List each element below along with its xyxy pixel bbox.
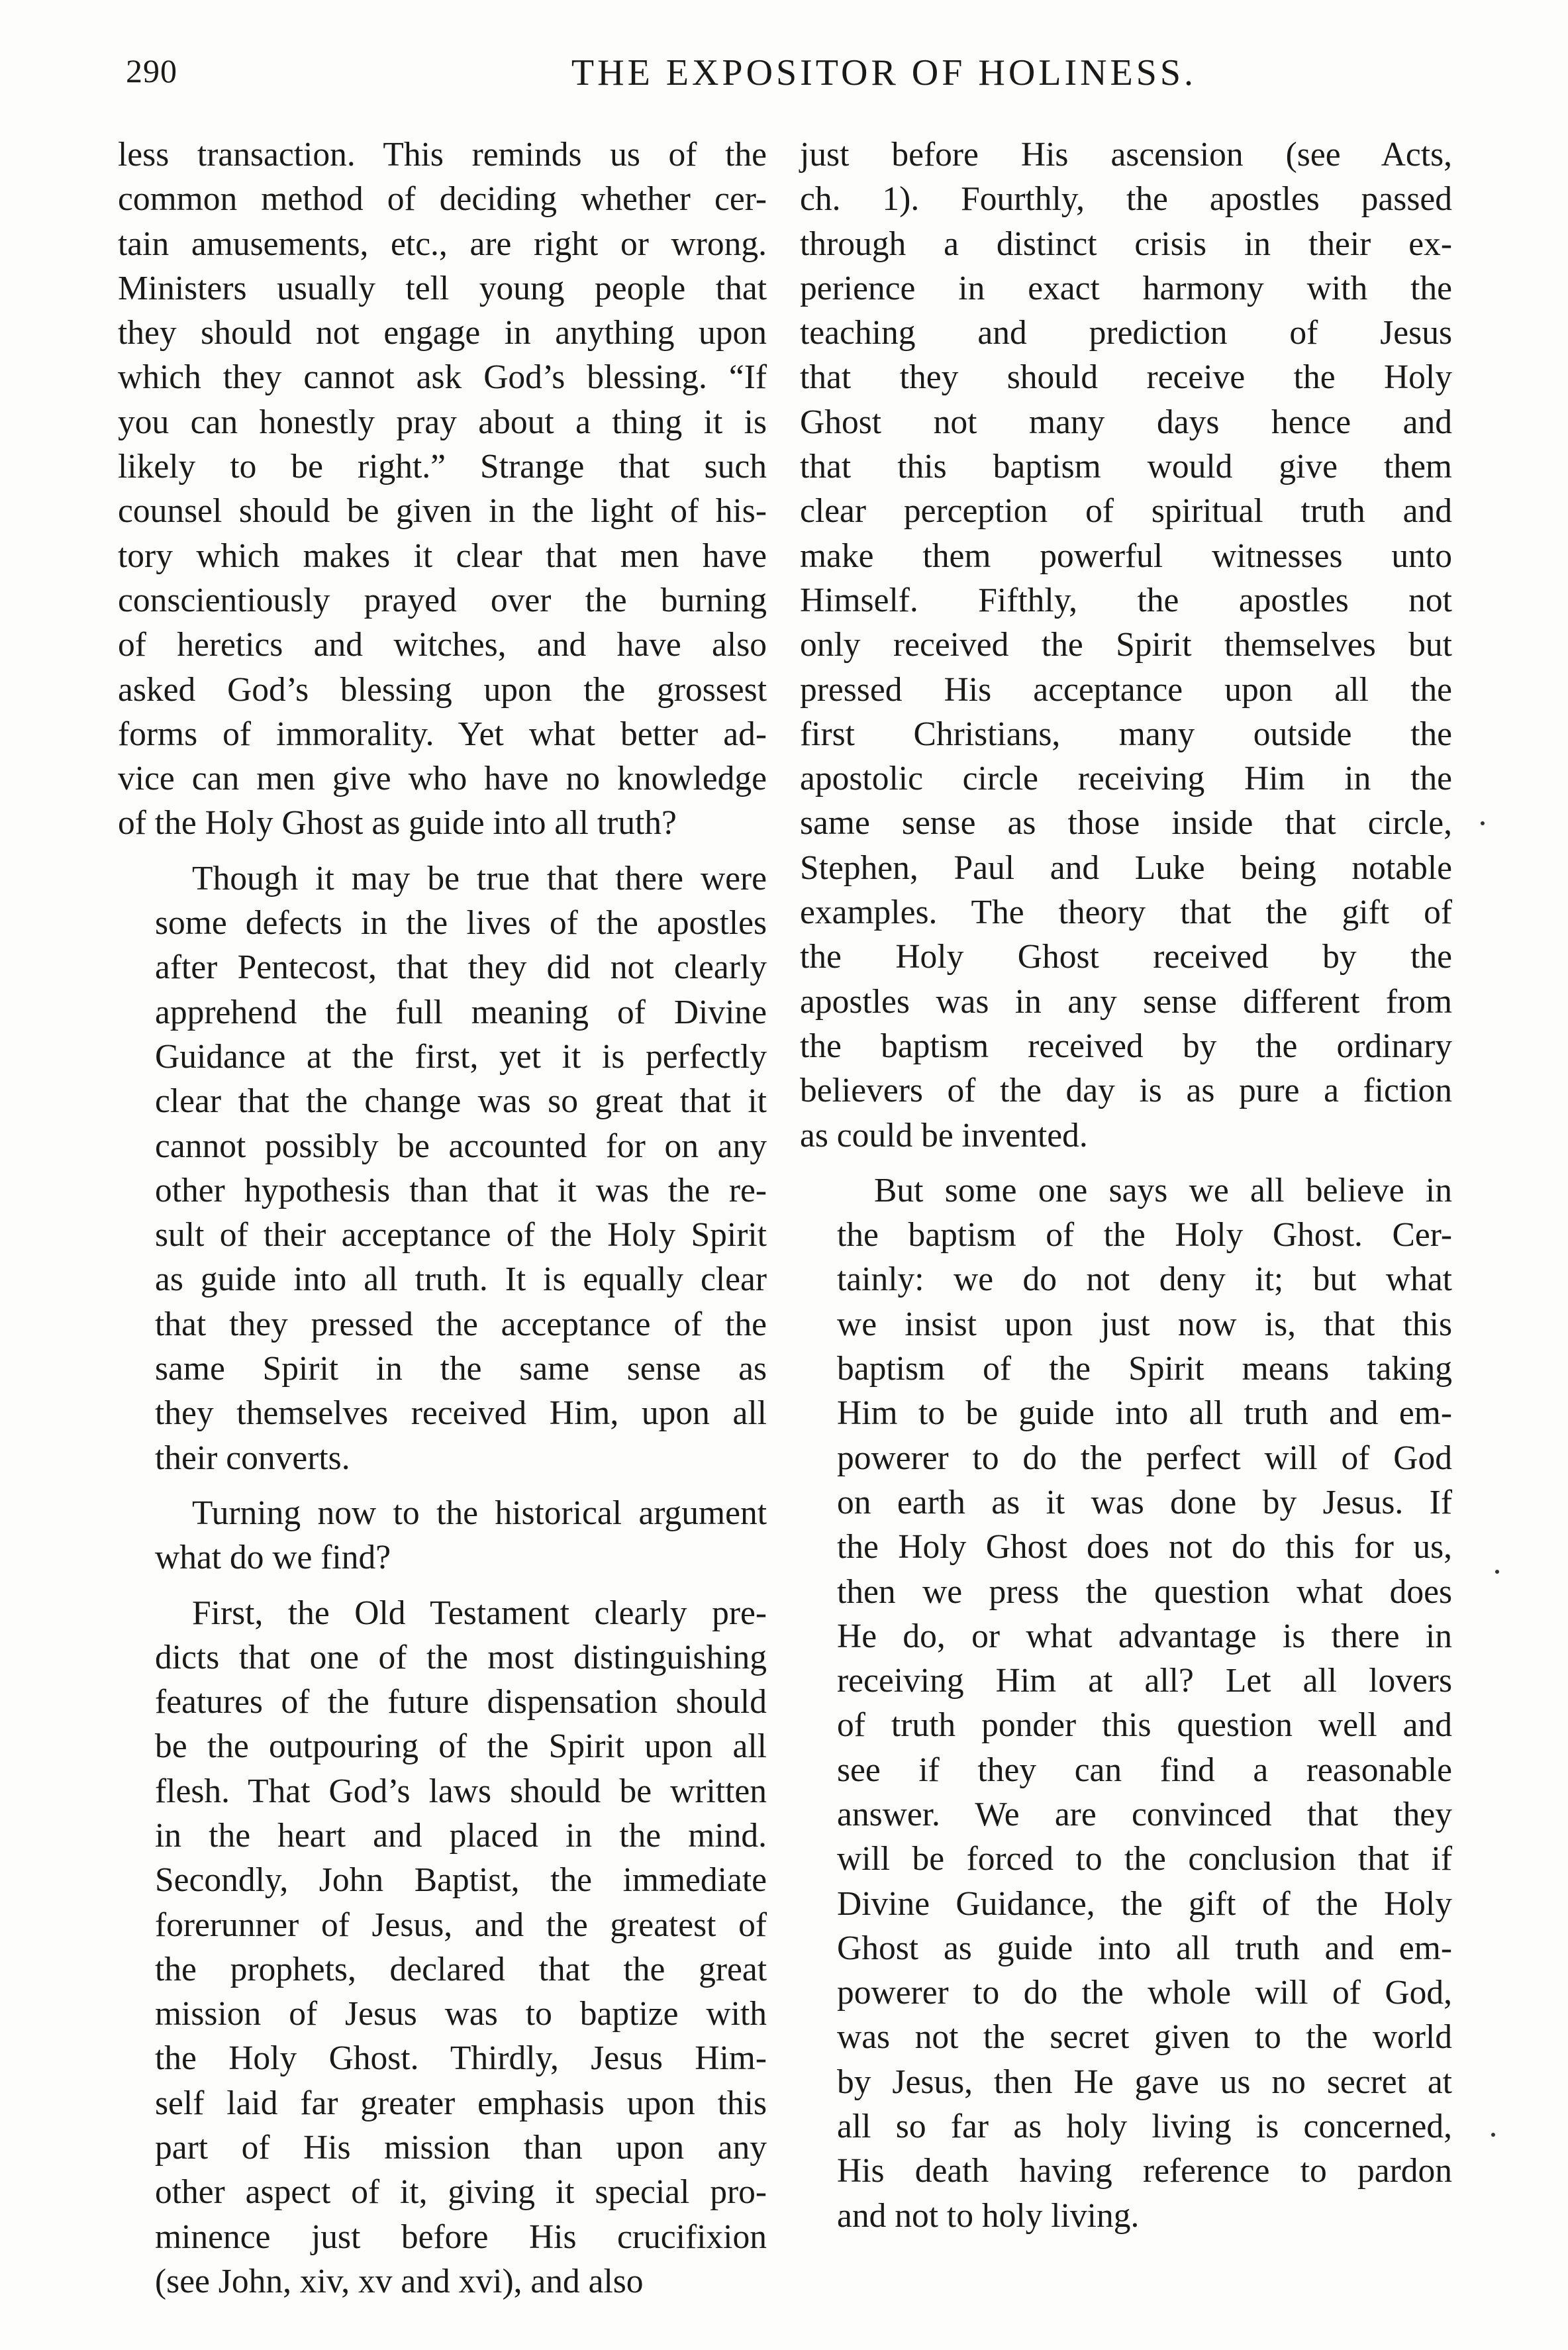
page-header	[126, 52, 1450, 105]
text-line: the Holy Ghost. Thirdly, Jesus Him-	[155, 2039, 767, 2078]
text-line: Ministers usually tell young people that	[118, 269, 767, 307]
text-line: by Jesus, then He gave us no secret at	[837, 2063, 1452, 2101]
left-column-paragraph	[118, 132, 767, 846]
text-line: of truth ponder this question well and	[837, 1706, 1452, 1745]
text-line: pressed His acceptance upon all the	[800, 670, 1452, 709]
text-line: after Pentecost, that they did not clearly	[155, 948, 767, 987]
scan-speck	[1495, 1570, 1499, 1574]
text-line: they should not engage in anything upon	[118, 314, 767, 352]
text-line: as guide into all truth. It is equally clear	[155, 1260, 767, 1299]
text-line: be the outpouring of the Spirit upon all	[155, 1727, 767, 1766]
text-line: Turning now to the historical argument	[192, 1494, 767, 1532]
text-line: other aspect of it, giving it special pro-	[155, 2173, 767, 2212]
text-line: likely to be right.” Strange that such	[118, 448, 767, 486]
text-line: forerunner of Jesus, and the greatest of	[155, 1906, 767, 1944]
text-line: Divine Guidance, the gift of the Holy	[837, 1884, 1452, 1923]
text-line: counsel should be given in the light of his-	[118, 492, 767, 531]
text-line: receiving Him at all? Let all lovers	[837, 1662, 1452, 1700]
left-column-paragraph	[118, 1591, 767, 2304]
text-line: make them powerful witnesses unto	[800, 536, 1452, 575]
text-line: less transaction. This reminds us of the	[118, 136, 767, 174]
text-line: (see John, xiv, xv and xvi), and also	[155, 2262, 644, 2300]
text-line: apostles was in any sense different from	[800, 982, 1452, 1021]
text-line: part of His mission than upon any	[155, 2129, 767, 2167]
left-column-paragraph	[118, 856, 767, 1480]
text-line: the baptism of the Holy Ghost. Cer-	[837, 1216, 1452, 1254]
left-column	[118, 132, 767, 2304]
text-line: as could be invented.	[800, 1116, 1088, 1154]
right-column-paragraph	[800, 132, 1452, 1158]
text-line: Himself. Fifthly, the apostles not	[800, 581, 1452, 619]
text-line: But some one says we all believe in	[874, 1171, 1452, 1209]
text-line: Though it may be true that there were	[192, 859, 767, 897]
text-line: of the Holy Ghost as guide into all truth?	[118, 804, 677, 843]
text-line: Guidance at the first, yet it is perfectly	[155, 1037, 767, 1076]
text-line: forms of immorality. Yet what better ad-	[118, 715, 767, 753]
text-line: their converts.	[155, 1439, 350, 1477]
text-line: teaching and prediction of Jesus	[800, 314, 1452, 352]
text-line: they themselves received Him, upon all	[155, 1394, 767, 1433]
text-line: Stephen, Paul and Luke being notable	[800, 848, 1452, 887]
right-column-paragraph	[800, 1168, 1452, 2238]
text-line: minence just before His crucifixion	[155, 2218, 767, 2256]
scan-speck	[1491, 2133, 1495, 2137]
text-line: powerer to do the perfect will of God	[837, 1439, 1452, 1477]
text-line: Ghost not many days hence and	[800, 403, 1452, 441]
text-line: answer. We are convinced that they	[837, 1795, 1452, 1833]
scan-speck	[1481, 821, 1485, 825]
text-line: the Holy Ghost does not do this for us,	[837, 1528, 1452, 1566]
text-line: common method of deciding whether cer-	[118, 180, 767, 219]
text-line: self laid far greater emphasis upon this	[155, 2084, 767, 2122]
running-title: THE EXPOSITOR OF HOLINESS.	[571, 52, 1197, 93]
text-line: cannot possibly be accounted for on any	[155, 1127, 767, 1165]
text-line: powerer to do the whole will of God,	[837, 1974, 1452, 2012]
text-line: vice can men give who have no knowledge	[118, 760, 767, 798]
text-line: apprehend the full meaning of Divine	[155, 993, 767, 1031]
text-line: believers of the day is as pure a fiction	[800, 1072, 1452, 1110]
text-line: dicts that one of the most distinguishing	[155, 1638, 767, 1676]
text-line: first Christians, many outside the	[800, 715, 1452, 753]
text-line: other hypothesis than that it was the re-	[155, 1171, 767, 1209]
text-line: clear that the change was so great that it	[155, 1082, 767, 1121]
text-line: baptism of the Spirit means taking	[837, 1350, 1452, 1388]
text-line: Him to be guide into all truth and em-	[837, 1394, 1452, 1433]
text-line: asked God’s blessing upon the grossest	[118, 670, 767, 709]
text-line: He do, or what advantage is there in	[837, 1617, 1452, 1655]
text-line: tory which makes it clear that men have	[118, 536, 767, 575]
text-line: we insist upon just now is, that this	[837, 1305, 1452, 1343]
page-number: 290	[126, 52, 177, 89]
text-line: on earth as it was done by Jesus. If	[837, 1483, 1452, 1521]
text-line: mission of Jesus was to baptize with	[155, 1995, 767, 2033]
text-line: that this baptism would give them	[800, 448, 1452, 486]
text-line: then we press the question what does	[837, 1572, 1452, 1611]
text-line: you can honestly pray about a thing it is	[118, 403, 767, 441]
text-line: First, the Old Testament clearly pre-	[192, 1594, 767, 1632]
left-column-paragraph	[118, 1491, 767, 1580]
text-line: what do we find?	[155, 1539, 391, 1577]
text-line: just before His ascension (see Acts,	[800, 136, 1452, 174]
text-line: which they cannot ask God’s blessing. “If	[118, 358, 767, 397]
text-line: that they should receive the Holy	[800, 358, 1452, 397]
text-line: the baptism received by the ordinary	[800, 1027, 1452, 1065]
text-line: examples. The theory that the gift of	[800, 894, 1452, 932]
text-line: only received the Spirit themselves but	[800, 626, 1452, 664]
text-line: through a distinct crisis in their ex-	[800, 225, 1452, 263]
text-line: some defects in the lives of the apostles	[155, 904, 767, 943]
text-line: clear perception of spiritual truth and	[800, 492, 1452, 531]
text-line: same sense as those inside that circle,	[800, 804, 1452, 843]
right-column	[800, 132, 1452, 2238]
text-line: the Holy Ghost received by the	[800, 938, 1452, 976]
text-line: His death having reference to pardon	[837, 2152, 1452, 2190]
text-line: Secondly, John Baptist, the immediate	[155, 1861, 767, 1900]
text-line: of heretics and witches, and have also	[118, 626, 767, 664]
text-line: will be forced to the conclusion that if	[837, 1840, 1452, 1878]
text-line: apostolic circle receiving Him in the	[800, 760, 1452, 798]
text-line: in the heart and placed in the mind.	[155, 1816, 767, 1855]
text-line: Ghost as guide into all truth and em-	[837, 1929, 1452, 1967]
text-line: sult of their acceptance of the Holy Spirit	[155, 1216, 767, 1254]
text-line: tain amusements, etc., are right or wrong.	[118, 225, 767, 263]
text-line: the prophets, declared that the great	[155, 1950, 767, 1988]
text-line: conscientiously prayed over the burning	[118, 581, 767, 619]
text-line: was not the secret given to the world	[837, 2018, 1452, 2057]
text-line: ch. 1). Fourthly, the apostles passed	[800, 180, 1452, 219]
text-line: tainly: we do not deny it; but what	[837, 1260, 1452, 1299]
text-line: and not to holy living.	[837, 2196, 1140, 2235]
text-line: features of the future dispensation should	[155, 1683, 767, 1721]
text-line: same Spirit in the same sense as	[155, 1350, 767, 1388]
text-line: perience in exact harmony with the	[800, 269, 1452, 307]
text-line: flesh. That God’s laws should be written	[155, 1772, 767, 1810]
text-line: see if they can find a reasonable	[837, 1751, 1452, 1789]
text-line: all so far as holy living is concerned,	[837, 2108, 1452, 2146]
text-line: that they pressed the acceptance of the	[155, 1305, 767, 1343]
